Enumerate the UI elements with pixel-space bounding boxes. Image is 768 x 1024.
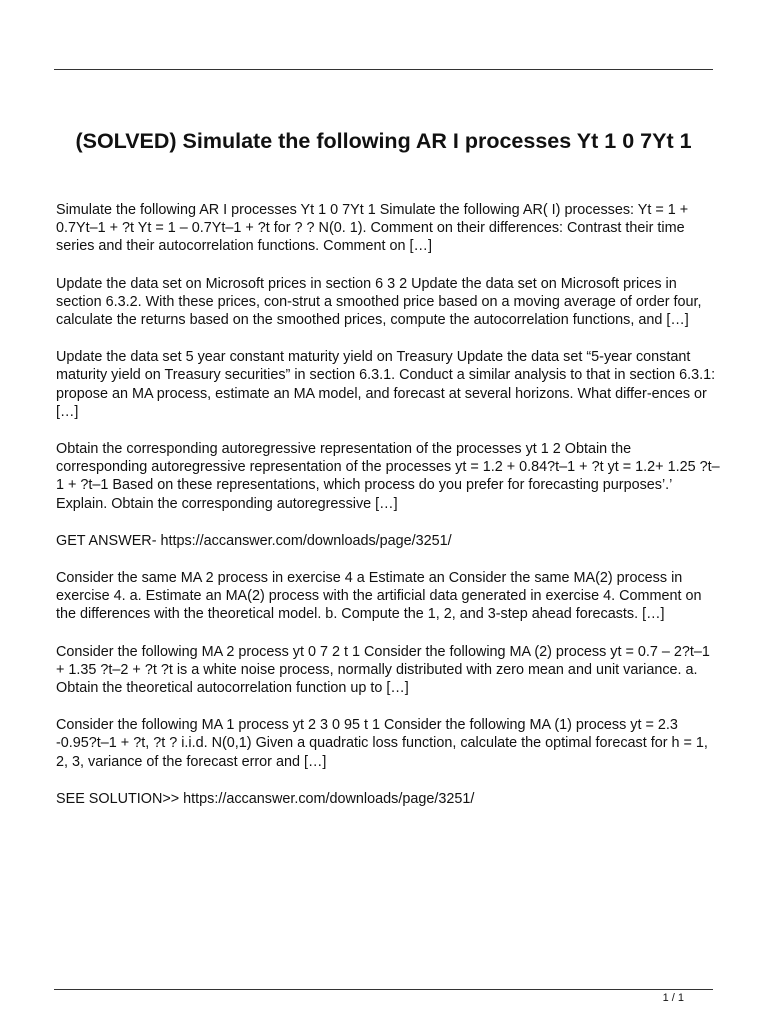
document-title: (SOLVED) Simulate the following AR I processes Yt 1 0 7Yt 1 xyxy=(75,129,692,153)
header-divider xyxy=(54,69,713,70)
paragraph-ma2-estimate: Consider the same MA 2 process in exercise 4 a Estimate an Consider the same MA(2) process in exercise 4. a. Estimate an MA(2) process with the artificial data generated in exercise 4. Comment on the differences with the theoretical model. b. Compute the 1, 2, and 3-step ahead forecasts. […] xyxy=(56,570,702,623)
page-number: 1 / 1 xyxy=(662,992,684,1004)
paragraph-treasury-yield: Update the data set 5 year constant maturity yield on Treasury Update the data set “5-year constant maturity yield on Treasury securities” in section 6.3.1. Conduct a similar analysis to that in section 6.3.1: propose an MA process, estimate an MA model, and forecast at several horizons. What differ-ences or […] xyxy=(56,349,716,420)
paragraph-autoregressive-representation: Obtain the corresponding autoregressive representation of the processes yt 1 2 Obtain the corresponding autoregressive representation of the processes yt = 1.2 + 0.84?t–1 + ?t yt = 1.2+ 1.25 ?t–1 + ?t–1 Based on these representations, which process do you prefer for forecasting purposes’.’ Explain. Obtain the corresponding autoregressive […] xyxy=(56,441,720,512)
paragraph-ma2-process: Consider the following MA 2 process yt 0 7 2 t 1 Consider the following MA (2) process yt = 0.7 – 2?t–1 + 1.35 ?t–2 + ?t ?t is a white noise process, normally distributed with zero mean and unit variance. a. Obtain the theoretical autocorrelation function up to […] xyxy=(56,643,710,697)
paragraph-ma1-process: Consider the following MA 1 process yt 2 3 0 95 t 1 Consider the following MA (1) process yt = 2.3 -0.95?t–1 + ?t, ?t ? i.i.d. N(0,1) Given a quadratic loss function, calculate the optimal forecast for h = 1, 2, 3, variance of the forecast error and […] xyxy=(56,717,708,770)
paragraph-microsoft-prices: Update the data set on Microsoft prices in section 6 3 2 Update the data set on Microsoft prices in section 6.3.2. With these prices, con-strut a smoothed price based on a moving average of order four, calculate the returns based on the smoothed prices, compute the autocorrelation functions, and […] xyxy=(56,275,702,329)
see-solution-link[interactable]: SEE SOLUTION>> https://accanswer.com/downloads/page/3251/ xyxy=(56,790,475,807)
get-answer-link[interactable]: GET ANSWER- https://accanswer.com/downloads/page/3251/ xyxy=(56,532,452,549)
document-body xyxy=(56,201,720,827)
paragraph-ar-processes: Simulate the following AR I processes Yt 1 0 7Yt 1 Simulate the following AR( I) processes: Yt = 1 + 0.7Yt–1 + ?t Yt = 1 – 0.7Yt–1 + ?t for ? ? N(0. 1). Comment on their differences: Contrast their time series and their autocorrelation functions. Comment on […] xyxy=(56,202,689,255)
footer-divider xyxy=(54,989,713,990)
